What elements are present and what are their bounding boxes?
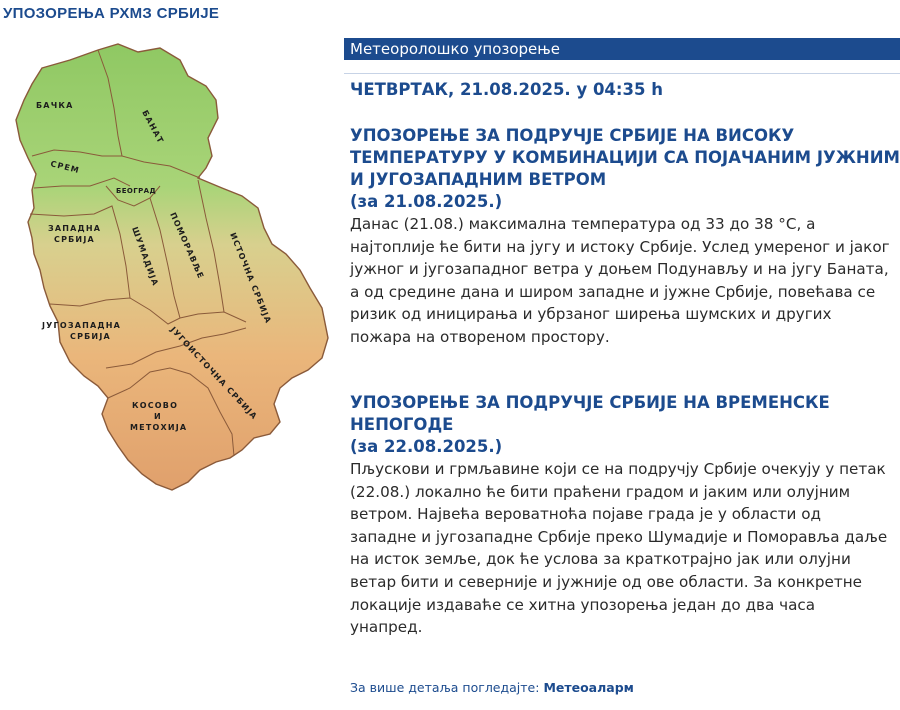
region-label-beograd[interactable]: БЕОГРАД — [116, 187, 157, 195]
region-label-kosovo-i-metohija[interactable]: КОСОВО И МЕТОХИЈА — [130, 401, 188, 432]
warning-text: Данас (21.08.) максимална температура од 33 до 38 °C, а најтоплије ће бити на југу и истоку Србије. Услед умереног и јаког јужног и југозападног ветра у доњем Подунављу и на југу Баната, а од средине дана и широм западне и јужне Србије, повећава се ризик од иницирања и убрзаног ширења шумских и других пожара на отвореном простору. — [350, 215, 890, 346]
divider — [344, 73, 900, 74]
region-label-sumadija[interactable]: ШУМАДИЈА — [130, 225, 161, 288]
region-label-pomoravlje[interactable]: ПОМОРАВЉЕ — [168, 211, 206, 281]
warning-title: УПОЗОРЕЊЕ ЗА ПОДРУЧЈЕ СРБИЈЕ НА ВИСОКУ ТЕМПЕРАТУРУ У КОМБИНАЦИЈИ СА ПОЈАЧАНИМ ЈУЖНИМ И ЈУГОЗАПАДНИМ ВЕТРОМ — [350, 126, 900, 189]
region-label-jugoistocna-srbija[interactable]: ЈУГОИСТОЧНА СРБИЈА — [168, 325, 260, 422]
warning-heat-wind — [350, 125, 900, 349]
region-label-srem[interactable]: СРЕМ — [49, 159, 81, 176]
region-label-banat[interactable]: БАНАТ — [140, 108, 166, 146]
issue-datetime: ЧЕТВРТАК, 21.08.2025. у 04:35 h — [350, 80, 663, 99]
region-label-zapadna-srbija[interactable]: ЗАПАДНА СРБИЈА — [48, 224, 102, 244]
site-title: УПОЗОРЕЊА РХМЗ СРБИЈЕ — [3, 5, 220, 22]
warning-text: Пљускови и грмљавине који се на подручју Србије очекују у петак (22.08.) локално ће бити праћени градом и јаким или олујним ветром. Највећа вероватноћа појаве града је у области од западне и југозападне Србије преко Шумадије и Поморавља даље на исток земље, док ће услова за краткотрајно јак или олујни ветар бити и северније и јужније од ове области. За конкретне локације издаваће се хитна упозорења један до два часа унапред. — [350, 460, 888, 637]
serbia-region-map[interactable] — [10, 38, 340, 498]
meteoalarm-link[interactable]: Метеоаларм — [543, 680, 634, 695]
warning-date: (за 22.08.2025.) — [350, 437, 503, 456]
warning-title: УПОЗОРЕЊЕ ЗА ПОДРУЧЈЕ СРБИЈЕ НА ВРЕМЕНСКЕ НЕПОГОДЕ — [350, 393, 830, 434]
panel-header: Метеоролошко упозорење — [344, 38, 900, 60]
region-label-bachka[interactable]: БАЧКА — [36, 101, 74, 110]
region-label-jugozapadna-srbija[interactable]: ЈУГОЗАПАДНА СРБИЈА — [42, 321, 122, 341]
more-details-prefix: За више детаља погледајте: — [350, 680, 540, 695]
more-details — [350, 680, 634, 695]
warning-date: (за 21.08.2025.) — [350, 192, 503, 211]
region-label-istocna-srbija[interactable]: ИСТОЧНА СРБИЈА — [228, 231, 274, 326]
warning-storms — [350, 392, 900, 639]
